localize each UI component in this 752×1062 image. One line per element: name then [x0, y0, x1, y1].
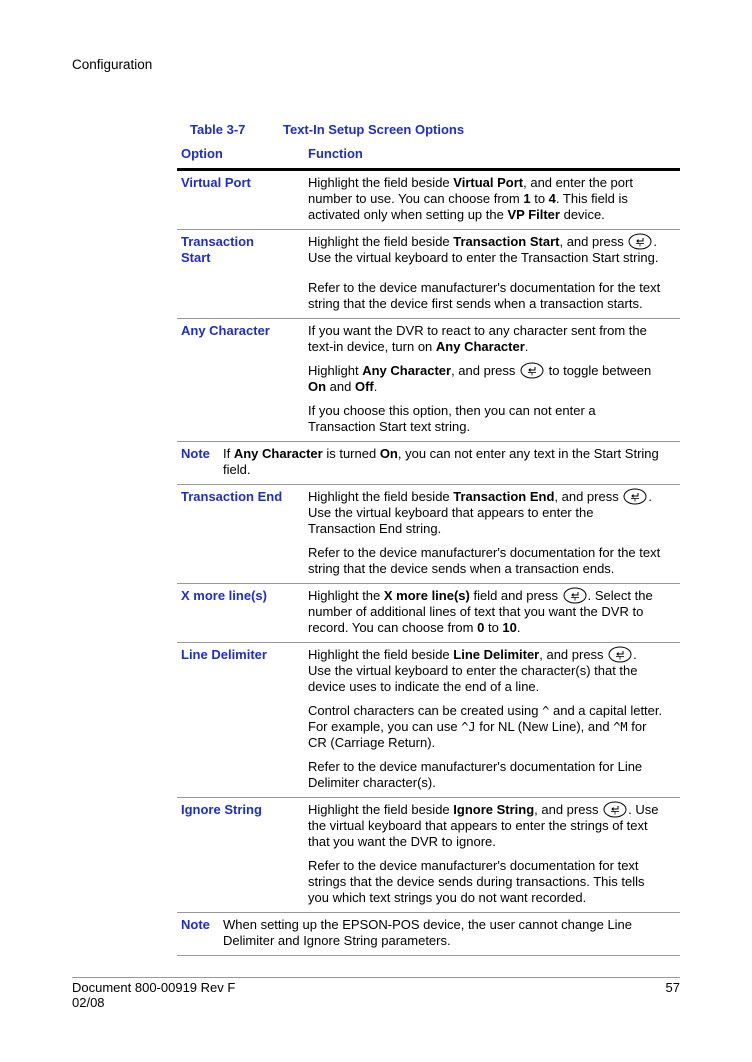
- note-label: Note: [181, 917, 210, 932]
- note-text: When setting up the EPSON-POS device, the user cannot change Line Delimiter and Ignore String parameters.: [223, 917, 633, 948]
- note-text: [223, 446, 663, 478]
- column-header-function: Function: [308, 146, 363, 161]
- option-function: [308, 175, 663, 223]
- bold-term: X more line(s): [383, 588, 470, 603]
- option-name: Transaction End: [181, 489, 283, 504]
- option-function: [308, 647, 663, 791]
- note-label: Note: [181, 446, 210, 461]
- text-run: If you want the DVR to react to any character sent from the text-in device, turn on: [308, 323, 647, 354]
- function-paragraph: [308, 323, 663, 355]
- text-run: , and press: [451, 363, 520, 378]
- table-title: Text-In Setup Screen Options: [283, 122, 465, 137]
- function-paragraph: [308, 588, 663, 636]
- function-paragraph: [308, 802, 663, 850]
- bold-term: On: [379, 446, 398, 461]
- table-row-ignore-string: [177, 798, 680, 913]
- document-date: 02/08: [72, 995, 105, 1010]
- bold-term: 4: [548, 191, 556, 206]
- text-run: If: [223, 446, 234, 461]
- bold-term: Any Character: [435, 339, 525, 354]
- text-run: , and press: [534, 802, 603, 817]
- running-header: Configuration: [72, 57, 153, 72]
- bold-term: Line Delimiter: [453, 647, 540, 662]
- table-row-transaction-start: [177, 230, 680, 319]
- text-run: Highlight the field beside: [308, 802, 454, 817]
- function-paragraph: If you choose this option, then you can not enter a Transaction Start text string.: [308, 403, 596, 434]
- bold-term: Any Character: [362, 363, 452, 378]
- text-run: Highlight the field beside: [308, 234, 454, 249]
- enter-key-icon: [623, 488, 647, 505]
- table-row-x-more-lines: [177, 584, 680, 643]
- table-row-line-delimiter: [177, 643, 680, 798]
- text-run: field and press: [469, 588, 562, 603]
- table-row-transaction-end: [177, 485, 680, 584]
- table-row-any-character: [177, 319, 680, 442]
- table-row-virtual-port: [177, 171, 680, 230]
- text-run: to: [484, 620, 503, 635]
- function-paragraph: [308, 647, 663, 695]
- text-run: and a capital letter. For example, you can use: [308, 703, 663, 734]
- text-run: Control characters can be created using: [308, 703, 543, 718]
- option-function: [308, 234, 663, 312]
- text-run: Highlight the field beside: [308, 175, 454, 190]
- bold-term: Ignore String: [453, 802, 535, 817]
- function-paragraph: [308, 703, 663, 751]
- text-run: Highlight the field beside: [308, 647, 454, 662]
- text-run: Highlight: [308, 363, 363, 378]
- code-text: ^J: [461, 720, 476, 734]
- function-paragraph: [308, 175, 663, 223]
- table-number: Table 3-7: [190, 122, 246, 137]
- enter-key-icon: [628, 233, 652, 250]
- bold-term: Any Character: [233, 446, 323, 461]
- table-note: [177, 442, 680, 485]
- option-name: Any Character: [181, 323, 270, 338]
- function-paragraph: Refer to the device manufacturer's documentation for Line Delimiter character(s).: [308, 759, 643, 790]
- text-run: for NL (New Line), and: [475, 719, 614, 734]
- table-header-row: [177, 144, 680, 171]
- text-run: . Use the virtual keyboard to enter the Transaction Start string.: [308, 234, 659, 265]
- table-caption: [190, 122, 464, 137]
- table-note: [177, 913, 680, 956]
- bold-term: Virtual Port: [453, 175, 524, 190]
- bold-term: 0: [477, 620, 485, 635]
- option-name-line: Transaction: [181, 234, 254, 249]
- option-name: Line Delimiter: [181, 647, 267, 662]
- text-run: . This field is activated only when setting up the: [308, 191, 628, 222]
- bold-term: 1: [523, 191, 531, 206]
- enter-key-icon: [608, 646, 632, 663]
- function-paragraph: Refer to the device manufacturer's documentation for the text string that the device sends when a transaction ends.: [308, 545, 661, 576]
- bold-term: Off: [354, 379, 374, 394]
- text-run: Highlight the: [308, 588, 384, 603]
- column-header-option: Option: [181, 146, 223, 161]
- option-function: [308, 323, 663, 435]
- option-function: [308, 489, 663, 577]
- function-paragraph: [308, 234, 663, 266]
- text-run: , you can not enter any text in the Start String field.: [223, 446, 659, 477]
- text-run: . Select the number of additional lines of text that you want the DVR to record. You can choose from: [308, 588, 653, 635]
- option-function: [308, 802, 663, 906]
- text-run: , and press: [554, 489, 623, 504]
- footer-divider: [72, 977, 680, 978]
- document-number: Document 800-00919 Rev F: [72, 980, 236, 995]
- footer-document-id: [72, 980, 235, 1010]
- text-run: . Use the virtual keyboard that appears to enter the Transaction End string.: [308, 489, 652, 536]
- option-name-line: Start: [181, 250, 211, 265]
- text-run: and: [326, 379, 355, 394]
- text-run: to: [530, 191, 549, 206]
- text-run: , and press: [559, 234, 628, 249]
- option-name: [181, 234, 308, 312]
- text-run: for CR (Carriage Return).: [308, 719, 647, 750]
- bold-term: Transaction End: [453, 489, 555, 504]
- code-text: ^M: [613, 720, 628, 734]
- enter-key-icon: [520, 362, 544, 379]
- text-run: .: [524, 339, 529, 354]
- text-run: to toggle between: [545, 363, 652, 378]
- text-run: is turned: [322, 446, 380, 461]
- enter-key-icon: [603, 801, 627, 818]
- function-paragraph: [308, 489, 663, 537]
- bold-term: VP Filter: [507, 207, 560, 222]
- text-run: . Use the virtual keyboard that appears to enter the strings of text that you want the DVR to ignore.: [308, 802, 659, 849]
- option-name: Ignore String: [181, 802, 262, 817]
- text-run: , and enter the port number to use. You can choose from: [308, 175, 633, 206]
- option-function: [308, 588, 663, 636]
- option-name: Virtual Port: [181, 175, 251, 190]
- function-paragraph: Refer to the device manufacturer's documentation for the text string that the device first sends when a transaction starts.: [308, 280, 661, 311]
- text-run: .: [516, 620, 521, 635]
- code-text: ^: [542, 704, 550, 718]
- text-run: Highlight the field beside: [308, 489, 454, 504]
- text-run: . Use the virtual keyboard to enter the character(s) that the device uses to indicate the end of a line.: [308, 647, 638, 694]
- bold-term: 10: [502, 620, 517, 635]
- options-table: [177, 144, 680, 956]
- function-paragraph: Refer to the device manufacturer's documentation for text strings that the device sends during transactions. This tells you which text strings you do not want recorded.: [308, 858, 645, 905]
- option-name: X more line(s): [181, 588, 267, 603]
- bold-term: On: [308, 379, 327, 394]
- bold-term: Transaction Start: [453, 234, 560, 249]
- text-run: .: [373, 379, 378, 394]
- text-run: , and press: [539, 647, 608, 662]
- enter-key-icon: [563, 587, 587, 604]
- function-paragraph: [308, 363, 663, 395]
- page-number: 57: [665, 980, 680, 995]
- text-run: device.: [559, 207, 605, 222]
